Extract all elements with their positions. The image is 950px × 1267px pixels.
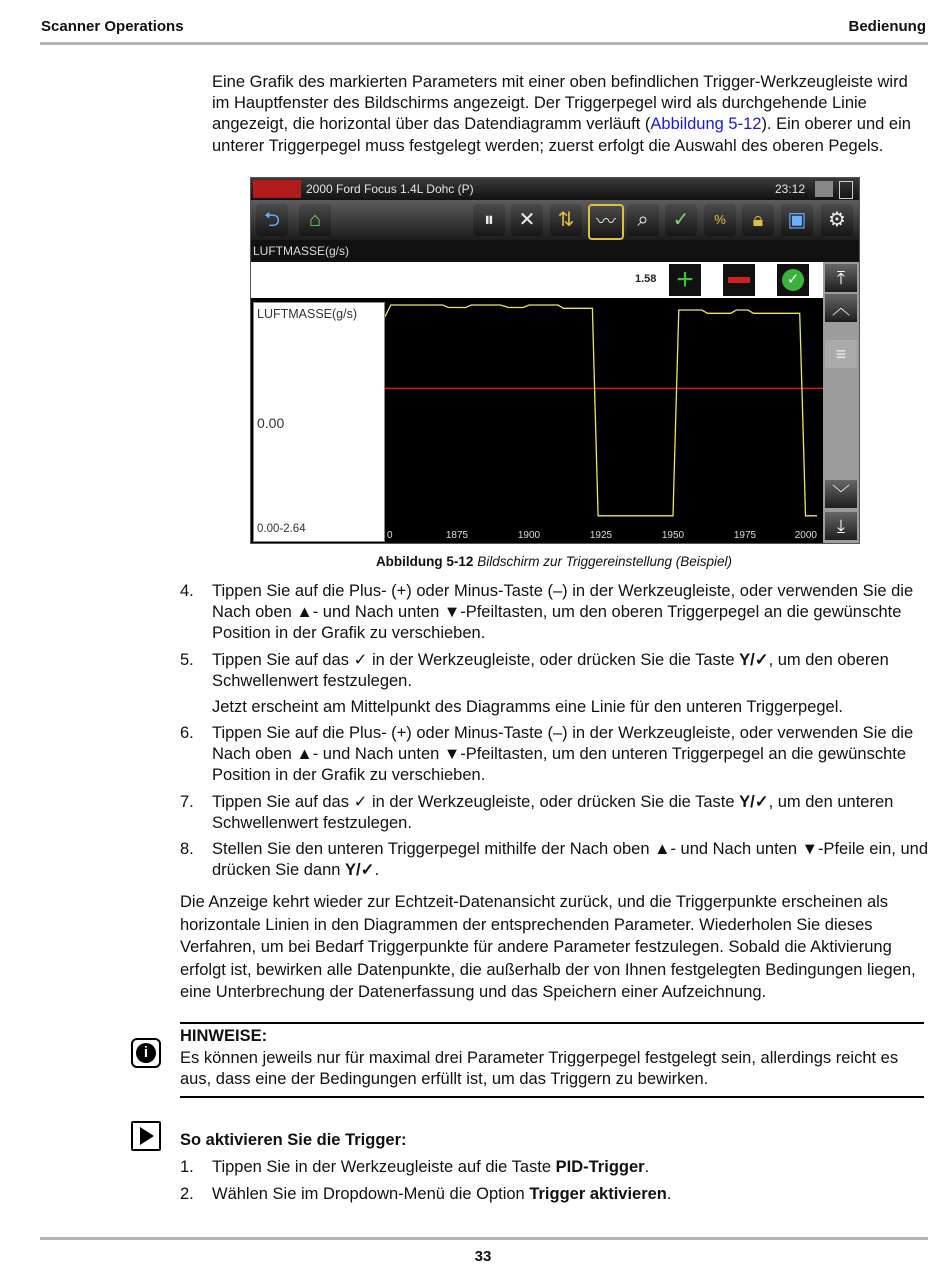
title-bar	[251, 178, 859, 200]
x-tick-label: 1975	[733, 530, 757, 541]
graph-icon[interactable]: 〰	[588, 204, 624, 240]
x-tick-label: 1875	[445, 530, 469, 541]
procedure-step-2: 2. Wählen Sie im Dropdown-Menü die Option Trigger aktivieren.	[180, 1185, 672, 1203]
legend-range: 0.00-2.64	[257, 523, 306, 535]
trigger-toolbar	[251, 262, 823, 298]
x-tick-label: 1950	[661, 530, 685, 541]
scroll-up-button[interactable]: ︿	[825, 294, 857, 322]
step-6: 6. Tippen Sie auf die Plus- (+) oder Minus-Taste (–) in der Werkzeugleiste, oder verwenden Sie die Nach oben ▲- und Nach unten ▼-Pfeiltasten, um den unteren Triggerpegel an die gewünschte Position in der Grafik zu verschieben.	[180, 724, 914, 784]
back-icon[interactable]: ⮌	[256, 204, 288, 236]
step-5: 5. Tippen Sie auf das ✓ in der Werkzeugleiste, oder drücken Sie die Taste Y/✓, um den oberen Schwellenwert festzulegen.	[180, 651, 889, 690]
lock-icon[interactable]: 🔒︎	[742, 204, 774, 236]
vehicle-icon	[253, 180, 301, 198]
x-tick-label: 0	[387, 530, 393, 541]
footer-rule	[40, 1237, 928, 1240]
x-tick-label: 1900	[517, 530, 541, 541]
legend-parameter: LUFTMASSE(g/s)	[257, 307, 358, 321]
settings-icon[interactable]: ⚙	[821, 204, 853, 236]
figure-caption: Abbildung 5-12 Bildschirm zur Triggereinstellung (Beispiel)	[375, 554, 733, 569]
percent-icon[interactable]: %	[704, 204, 736, 236]
step-7: 7. Tippen Sie auf das ✓ in der Werkzeugleiste, oder drücken Sie die Taste Y/✓, um den unteren Schwellenwert festzulegen.	[180, 793, 894, 832]
scroll-top-button[interactable]: ⤒	[825, 264, 857, 292]
list-icon[interactable]: ≡	[825, 340, 857, 368]
step-8: 8. Stellen Sie den unteren Triggerpegel mithilfe der Nach oben ▲- und Nach unten ▼-Pfeile ein, und drücken Sie dann Y/✓.	[180, 840, 929, 879]
zoom-icon[interactable]: ⌕	[627, 204, 659, 236]
graph-area	[385, 298, 823, 543]
procedure-step-1: 1. Tippen Sie in der Werkzeugleiste auf die Taste PID-Trigger.	[180, 1158, 650, 1176]
trigger-value: 1.58	[635, 273, 657, 285]
step-5-note: Jetzt erscheint am Mittelpunkt des Diagramms eine Linie für den unteren Triggerpegel.	[212, 698, 843, 716]
clear-icon[interactable]: ✕	[511, 204, 543, 236]
scanner-screenshot	[250, 177, 860, 544]
x-tick-label: 2000	[794, 530, 817, 541]
trigger-chart	[385, 298, 823, 543]
clock: 23:12	[775, 182, 806, 196]
intro-paragraph: Eine Grafik des markierten Parameters mit einer oben befindlichen Trigger-Werkzeugleiste wird im Hauptfenster des Bildschirms angezeigt. Der Triggerpegel wird als durchgehende Linie angezeigt, die horizontal über das Datendiagramm verläuft (Abbildung 5-12). Ein oberer und ein unterer Triggerpegel muss festgelegt werden; zuerst erfolgt die Auswahl des oberen Pegels.	[212, 73, 911, 155]
info-icon: i	[131, 1038, 161, 1068]
note-text: Es können jeweils nur für maximal drei Parameter Triggerpegel festgelegt sein, allerdings reicht es aus, dass eine der Bedingungen erfüllt ist, um das Triggern zu bewirken.	[180, 1049, 899, 1089]
vehicle-label: 2000 Ford Focus 1.4L Dohc (P)	[306, 182, 474, 196]
scroll-column	[823, 262, 859, 543]
summary-paragraph: Die Anzeige kehrt wieder zur Echtzeit-Datenansicht zurück, und die Triggerpunkte erscheinen als horizontale Linien in den Diagrammen der entsprechenden Parameter. Wiederholen Sie dieses Verfahren, um bei Bedarf Triggerpunkte für andere Parameter festzulegen. Sobald die Aktivierung erfolgt ist, bewirken alle Datenpunkte, die außerhalb der von Ihnen festgelegten Bedingungen liegen, eine Unterbrechung der Datenerfassung und das Speichern einer Aufzeichnung.	[180, 893, 916, 1001]
minus-button[interactable]	[723, 264, 755, 296]
plot-background	[385, 298, 823, 543]
scroll-down-button[interactable]: ﹀	[825, 480, 857, 508]
legend-value: 0.00	[257, 415, 285, 431]
save-icon[interactable]: ▣	[781, 204, 813, 236]
home-icon[interactable]: ⌂	[299, 204, 331, 236]
plus-button[interactable]: +	[669, 264, 701, 296]
parameter-title: LUFTMASSE(g/s)	[253, 244, 350, 258]
signal-icon	[815, 181, 833, 197]
check-circle-icon: ✓	[782, 269, 804, 291]
note-rule-top	[180, 1022, 924, 1024]
note-rule-bottom	[180, 1096, 924, 1098]
note-title: HINWEISE:	[180, 1027, 268, 1045]
check-icon[interactable]: ✓	[665, 204, 697, 236]
page-number: 33	[474, 1248, 492, 1265]
confirm-button[interactable]	[777, 264, 809, 296]
x-tick-label: 1925	[589, 530, 613, 541]
minus-icon	[728, 277, 750, 283]
pause-icon[interactable]: ⏸	[473, 204, 505, 236]
battery-icon	[839, 181, 853, 199]
pid-trigger-icon[interactable]: ⇅	[550, 204, 582, 236]
running-header-left: Scanner Operations	[41, 18, 184, 35]
header-rule	[40, 42, 928, 45]
toolbar	[251, 200, 859, 240]
running-header-right: Bedienung	[848, 18, 926, 35]
figure-link[interactable]: Abbildung 5-12	[650, 115, 762, 134]
step-4: 4. Tippen Sie auf die Plus- (+) oder Minus-Taste (–) in der Werkzeugleiste, oder verwenden Sie die Nach oben ▲- und Nach unten ▼-Pfeiltasten, um den oberen Triggerpegel an die gewünschte Position in der Grafik zu verschieben.	[180, 582, 914, 642]
procedure-icon	[131, 1121, 161, 1151]
parameter-row	[251, 240, 859, 262]
graph-legend	[253, 302, 385, 542]
procedure-title: So aktivieren Sie die Trigger:	[180, 1131, 407, 1149]
scroll-bottom-button[interactable]: ⤓	[825, 512, 857, 540]
